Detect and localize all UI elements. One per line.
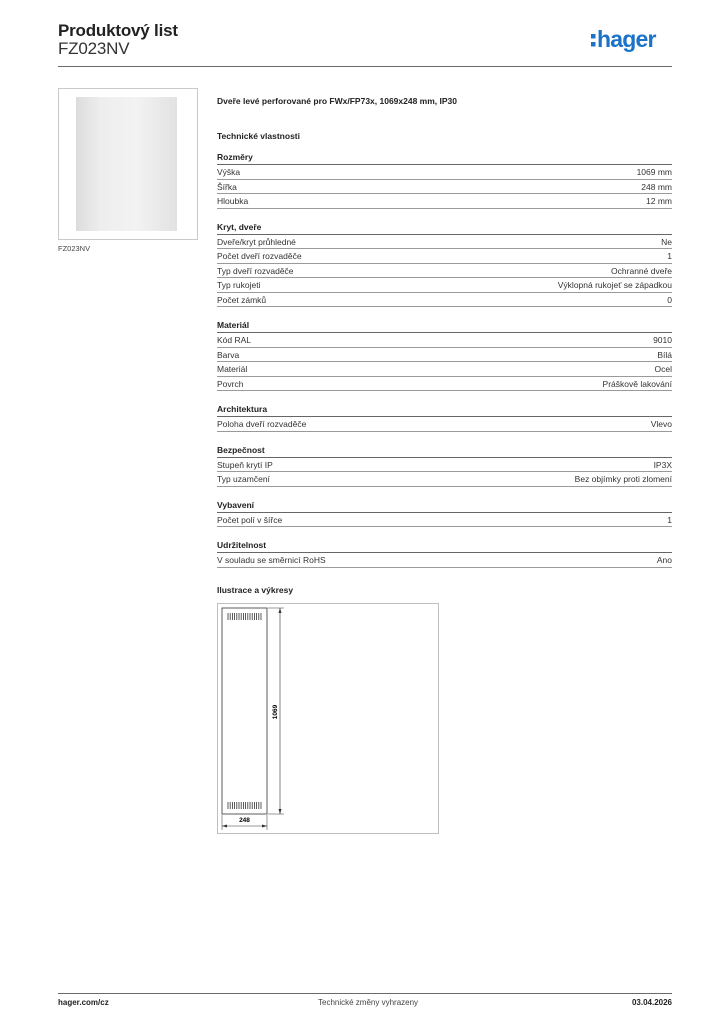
- logo-text: hager: [597, 26, 656, 52]
- width-arrow-right: [262, 825, 267, 828]
- spec-value: Ocel: [654, 364, 672, 374]
- spec-row: [217, 293, 672, 308]
- spec-section: [217, 219, 672, 308]
- spec-row: [217, 264, 672, 279]
- spec-label: Kód RAL: [217, 335, 252, 345]
- spec-label: Barva: [217, 349, 240, 360]
- spec-value: Bez objímky proti zlomení: [574, 474, 672, 484]
- spec-row: [217, 553, 672, 568]
- technical-drawing: [217, 603, 439, 834]
- spec-value: Výklopná rukojeť se západkou: [557, 280, 672, 290]
- logo-dot-bottom: [591, 42, 596, 47]
- spec-label: Stupeň krytí IP: [217, 459, 273, 470]
- height-arrow-top: [279, 608, 282, 613]
- spec-value: Ochranné dveře: [611, 265, 672, 276]
- spec-label: Počet polí v šířce: [217, 514, 283, 525]
- spec-section-title: Materiál: [217, 317, 672, 333]
- spec-label: Typ uzamčení: [217, 474, 270, 484]
- spec-row: [217, 235, 672, 250]
- spec-value: Vlevo: [650, 419, 672, 429]
- spec-value: 1069 mm: [636, 167, 672, 177]
- spec-label: Poloha dveří rozvaděče: [217, 419, 307, 429]
- spec-value: IP3X: [653, 459, 672, 470]
- spec-value: Ne: [661, 236, 672, 247]
- spec-row: [217, 458, 672, 473]
- spec-row: [217, 348, 672, 363]
- spec-row: [217, 278, 672, 293]
- spec-value: Práškově lakování: [602, 378, 672, 389]
- spec-label: Typ rukojeti: [217, 280, 261, 290]
- spec-row: [217, 165, 672, 180]
- header-divider: [58, 66, 672, 67]
- hager-logo: [591, 26, 677, 56]
- spec-value: 1: [667, 514, 672, 525]
- spec-sections: [217, 149, 672, 578]
- spec-row: [217, 249, 672, 264]
- spec-label: Šířka: [217, 181, 237, 192]
- door-outline: [222, 608, 267, 814]
- spec-row: [217, 377, 672, 392]
- spec-section-title: Rozměry: [217, 149, 672, 165]
- spec-section: [217, 497, 672, 528]
- spec-row: [217, 333, 672, 348]
- product-image-caption: FZ023NV: [58, 244, 91, 253]
- spec-label: Materiál: [217, 364, 248, 374]
- spec-value: 12 mm: [646, 196, 672, 206]
- spec-label: Typ dveří rozvaděče: [217, 265, 294, 276]
- width-label: 248: [239, 817, 250, 824]
- spec-value: Ano: [656, 555, 672, 565]
- vent-slots-top: [228, 613, 261, 620]
- spec-section: [217, 442, 672, 487]
- spec-label: Výška: [217, 167, 241, 177]
- spec-label: Počet zámků: [217, 294, 267, 305]
- height-label: 1069: [272, 704, 279, 720]
- height-arrow-bottom: [279, 809, 282, 814]
- spec-section-title: Architektura: [217, 401, 672, 417]
- width-arrow-left: [222, 825, 227, 828]
- spec-section-title: Vybavení: [217, 497, 672, 513]
- spec-label: V souladu se směrnicí RoHS: [217, 555, 326, 565]
- spec-value: Bílá: [657, 349, 672, 360]
- spec-row: [217, 472, 672, 487]
- spec-value: 0: [667, 294, 672, 305]
- footer-website-link[interactable]: hager.com/cz: [58, 998, 109, 1007]
- vent-slots-bottom: [228, 802, 261, 809]
- spec-section-title: Kryt, dveře: [217, 219, 672, 235]
- footer-note: Technické změny vyhrazeny: [318, 998, 419, 1007]
- footer-divider: [58, 993, 672, 994]
- footer-date: 03.04.2026: [631, 998, 672, 1007]
- spec-section: [217, 537, 672, 568]
- spec-row: [217, 417, 672, 432]
- product-image: [58, 88, 198, 240]
- spec-label: Počet dveří rozvaděče: [217, 251, 302, 261]
- spec-section: [217, 149, 672, 209]
- technical-properties-title: Technické vlastnosti: [217, 131, 300, 141]
- illustrations-title: Ilustrace a výkresy: [217, 585, 294, 595]
- door-panel-photo: [76, 97, 177, 231]
- logo-dot-top: [591, 34, 596, 39]
- spec-row: [217, 180, 672, 195]
- product-code: FZ023NV: [58, 39, 130, 58]
- page-title: Produktový list: [58, 21, 178, 40]
- spec-section-title: Bezpečnost: [217, 442, 672, 458]
- spec-section: [217, 401, 672, 432]
- product-description: Dveře levé perforované pro FWx/FP73x, 1069x248 mm, IP30: [217, 96, 458, 106]
- drawing-svg: [218, 604, 438, 833]
- spec-label: Hloubka: [217, 196, 249, 206]
- spec-section: [217, 317, 672, 391]
- spec-section-title: Udržitelnost: [217, 537, 672, 553]
- spec-value: 9010: [653, 335, 672, 345]
- spec-row: [217, 513, 672, 528]
- spec-label: Povrch: [217, 378, 244, 389]
- spec-value: 248 mm: [641, 181, 672, 192]
- spec-row: [217, 194, 672, 209]
- spec-row: [217, 362, 672, 377]
- spec-label: Dveře/kryt průhledné: [217, 236, 296, 247]
- spec-value: 1: [667, 251, 672, 261]
